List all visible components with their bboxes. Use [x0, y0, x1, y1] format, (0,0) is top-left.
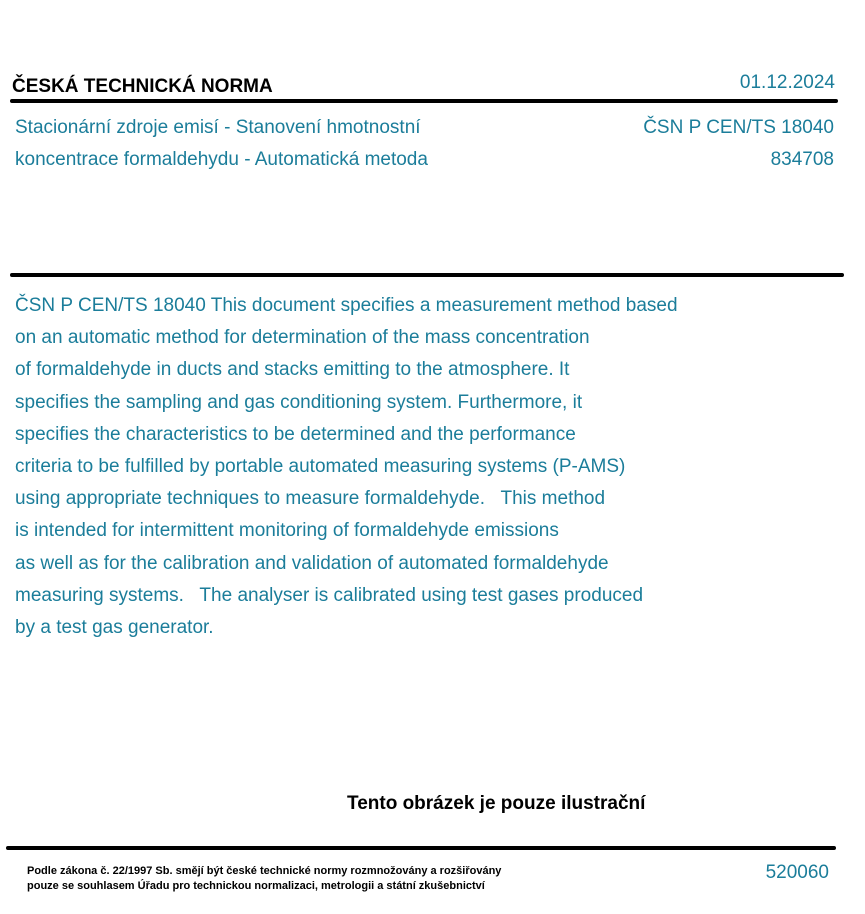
standard-title-line-2: koncentrace formaldehydu - Automatická metoda — [15, 149, 428, 170]
abstract-line: is intended for intermittent monitoring of formaldehyde emissions — [15, 520, 559, 542]
issue-date: 01.12.2024 — [739, 72, 835, 93]
abstract-line: by a test gas generator. — [15, 617, 214, 639]
standard-designation: ČSN P CEN/TS 18040 — [643, 117, 834, 138]
footer-divider — [6, 846, 836, 850]
abstract-line: specifies the sampling and gas conditioning system. Furthermore, it — [15, 391, 583, 413]
legal-line: pouze se souhlasem Úřadu pro technickou normalizaci, metrologii a státní zkušebnictví — [27, 879, 485, 892]
illustration-note: Tento obrázek je pouze ilustrační — [347, 793, 646, 814]
abstract-line: using appropriate techniques to measure formaldehyde. This method — [15, 488, 606, 510]
abstract-line: criteria to be fulfilled by portable automated measuring systems (P-AMS) — [15, 456, 626, 478]
legal-line: Podle zákona č. 22/1997 Sb. smějí být české technické normy rozmnožovány a rozšiřovány — [27, 865, 502, 877]
abstract-line: specifies the characteristics to be determined and the performance — [15, 423, 576, 445]
header-divider — [10, 99, 838, 103]
header-title: ČESKÁ TECHNICKÁ NORMA — [12, 76, 273, 97]
abstract-line: ČSN P CEN/TS 18040 This document specifies a measurement method based — [15, 295, 678, 316]
abstract-line: measuring systems. The analyser is calibrated using test gases produced — [15, 584, 644, 606]
abstract-line: of formaldehyde in ducts and stacks emitting to the atmosphere. It — [15, 359, 570, 381]
section-divider — [10, 273, 844, 277]
catalog-number: 520060 — [765, 862, 829, 883]
standard-title-line-1: Stacionární zdroje emisí - Stanovení hmotnostní — [15, 117, 421, 138]
abstract-line: on an automatic method for determination of the mass concentration — [15, 327, 590, 349]
abstract-text — [15, 290, 805, 644]
abstract-line: as well as for the calibration and validation of automated formaldehyde — [15, 552, 609, 574]
legal-notice — [27, 864, 501, 893]
classification-code: 834708 — [770, 149, 834, 170]
